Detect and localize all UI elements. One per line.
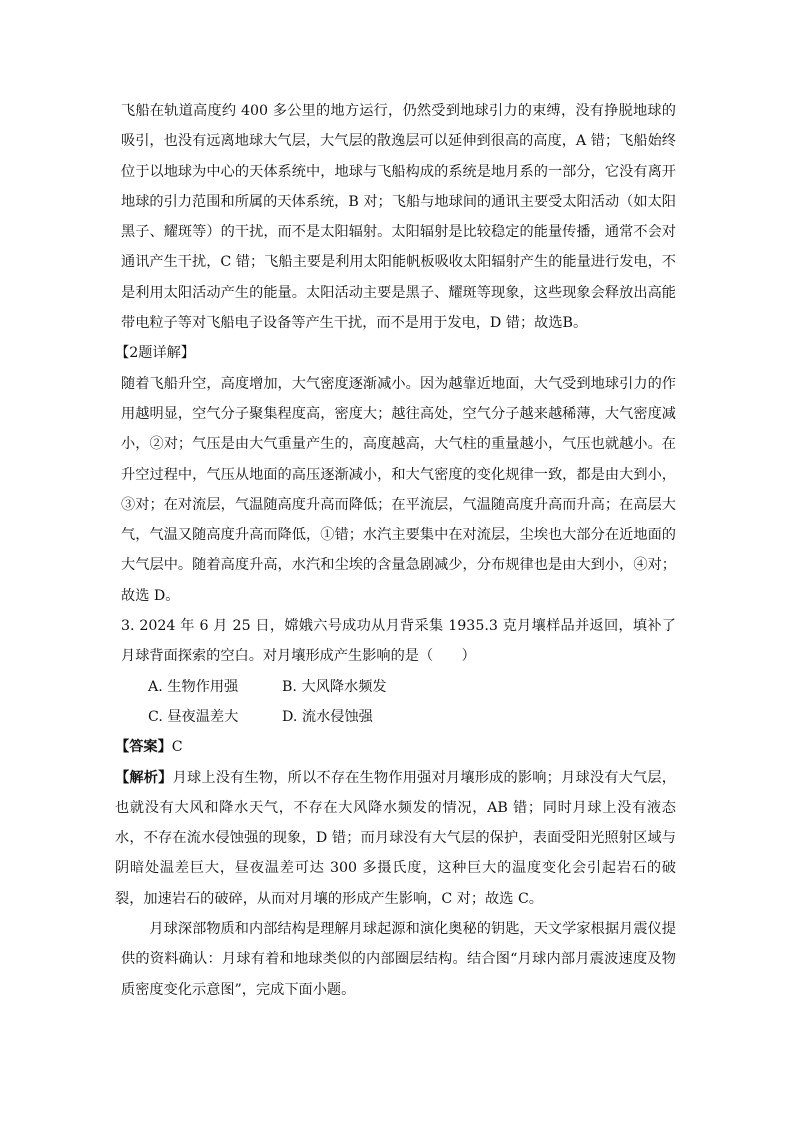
option-a: A. 生物作用强 xyxy=(148,678,239,695)
document-content xyxy=(115,96,676,1005)
option-row xyxy=(148,672,676,702)
answer-value: C xyxy=(171,739,183,756)
q2-explanation-paragraph: 随着飞船升空，高度增加，大气密度逐渐减小。因为越靠近地面，大气受到地球引力的作用越明显，空气分子聚集程度高，密度大；越往高处，空气分子越来越稀薄，大气密度减小，②对；气压是由大气重量产生的，高度越高，大气柱的重量越小，气压也就越小。在升空过程中，气压从地面的高压逐渐减小，和大气密度的变化规律一致，都是由大到小，③对；在对流层，气温随高度升高而降低；在平流层，气温随高度升高而升高；在高层大气，气温又随高度升高而降低，①错；水汽主要集中在对流层，尘埃也大部分在近地面的大气层中。随着高度升高，水汽和尘埃的含量急剧减少，分布规律也是由大到小，④对；故选 D。 xyxy=(121,375,676,604)
question-3-options xyxy=(121,672,676,733)
answer-label: 【答案】 xyxy=(115,739,172,756)
option-d: D. 流水侵蚀强 xyxy=(282,708,373,725)
question-3-stem: 3. 2024 年 6 月 25 日，嫦娥六号成功从月背采集 1935.3 克月壤样品并返回，填补了月球背面探索的空白。对月壤形成产生影响的是（ ） xyxy=(121,618,676,665)
next-questions-intro: 月球深部物质和内部结构是理解月球起源和演化奥秘的钥匙，天文学家根据月震仪提供的资料确认：月球有着和地球类似的内部圈层结构。结合图“月球内部月震波速度及物质密度变化示意图”，完成下面小题。 xyxy=(121,921,676,998)
analysis-label: 【解析】 xyxy=(115,769,173,786)
option-b: B. 大风降水频发 xyxy=(282,678,387,695)
option-row xyxy=(148,702,676,732)
q2-detail-heading: 【2题详解】 xyxy=(115,345,195,362)
answer-line xyxy=(115,732,676,762)
analysis-text: 月球上没有生物，所以不存在生物作用强对月壤形成的影响；月球没有大气层，也就没有大风和降水天气，不存在大风降水频发的情况，AB 错；同时月球上没有液态水，不存在流水侵蚀强的现象，D 错；而月球没有大气层的保护，表面受阳光照射区域与阴暗处温差巨大，昼夜温差可达 300 多摄氏度，这种巨大的温度变化会引起岩石的破裂，加速岩石的破碎，从而对月壤的形成产生影响，C 对；故选 C。 xyxy=(115,769,676,907)
q1-explanation-paragraph: 飞船在轨道高度约 400 多公里的地方运行，仍然受到地球引力的束缚，没有挣脱地球的吸引，也没有远离地球大气层，大气层的散逸层可以延伸到很高的高度，A 错；飞船始终位于以地球为中心的天体系统中，地球与飞船构成的系统是地月系的一部分，它没有离开地球的引力范围和所属的天体系统，B 对；飞船与地球间的通讯主要受太阳活动（如太阳黑子、耀斑等）的干扰，而不是太阳辐射。太阳辐射是比较稳定的能量传播，通常不会对通讯产生干扰，C 错；飞船主要是利用太阳能帆板吸收太阳辐射产生的能量进行发电，不是利用太阳活动产生的能量。太阳活动主要是黑子、耀斑等现象，这些现象会释放出高能带电粒子等对飞船电子设备等产生干扰，而不是用于发电，D 错；故选B。 xyxy=(121,103,676,332)
analysis-paragraph xyxy=(115,763,676,914)
option-c: C. 昼夜温差大 xyxy=(148,708,239,725)
